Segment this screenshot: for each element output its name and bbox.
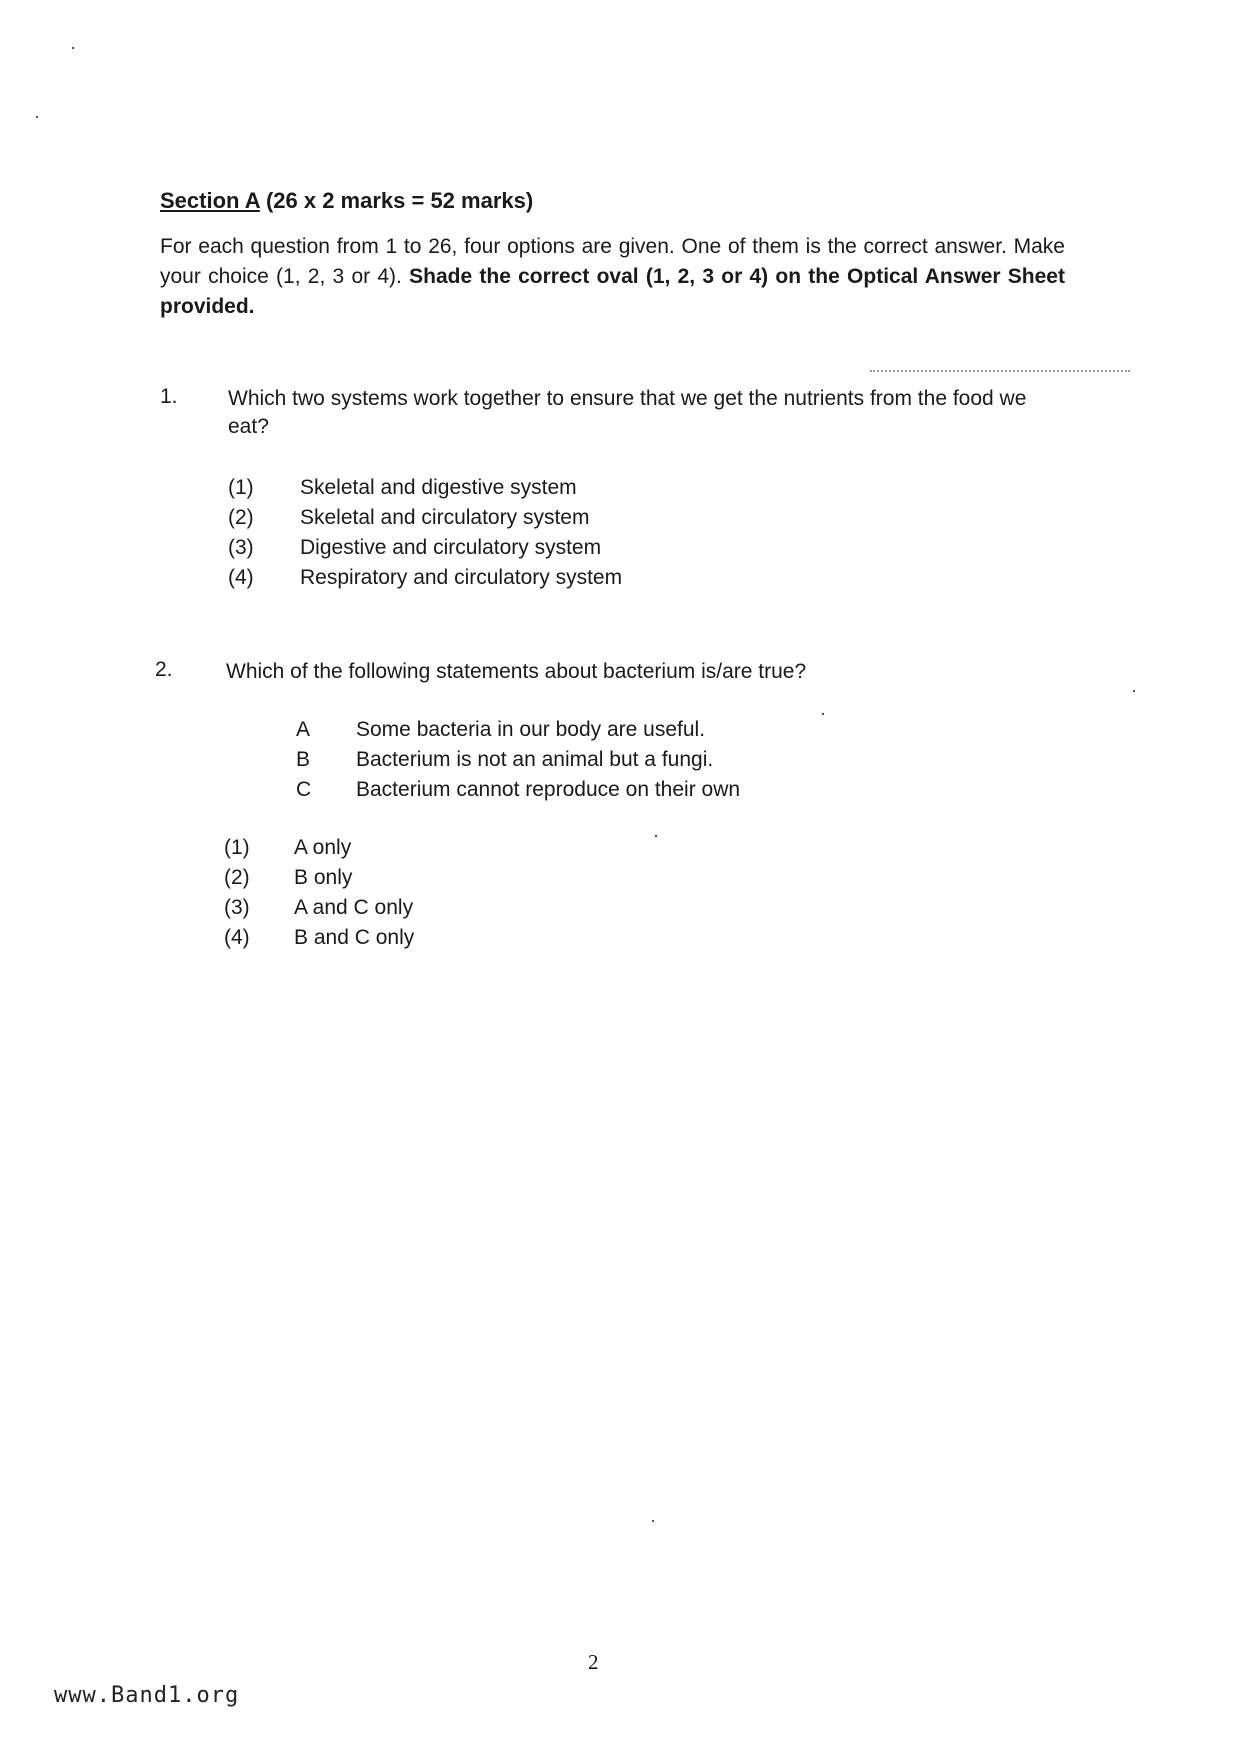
statement-letter: B xyxy=(296,748,311,771)
option-number: (2) xyxy=(224,866,250,889)
option-text: A and C only xyxy=(294,896,414,919)
page-number: 2 xyxy=(588,1650,599,1674)
scan-speck xyxy=(652,1520,654,1522)
statement-letter: C xyxy=(296,778,312,801)
scan-dotted-mark xyxy=(870,370,1130,372)
instructions-text: For each question from 1 to 26, four options are given. One of them is the correct answer. Make your choice (1, 2, 3 or 4). xyxy=(160,235,1065,288)
option-number: (1) xyxy=(228,476,254,499)
question-number: 1. xyxy=(160,385,178,408)
option-number: (2) xyxy=(228,506,254,529)
scan-speck xyxy=(822,713,824,715)
option-number: (4) xyxy=(224,926,250,949)
section-marks: (26 x 2 marks = 52 marks) xyxy=(259,188,534,213)
option-number: (4) xyxy=(228,566,254,589)
instructions-bold-text: Shade the correct oval (1, 2, 3 or 4) on the Optical Answer Sheet provided. xyxy=(160,265,1065,318)
scan-speck xyxy=(1133,690,1135,692)
section-name: Section A xyxy=(160,188,260,213)
question-text: Which of the following statements about bacterium is/are true? xyxy=(226,660,807,683)
option-text: B and C only xyxy=(294,926,415,949)
option-text: Skeletal and digestive system xyxy=(300,476,577,499)
option-text: Respiratory and circulatory system xyxy=(300,566,623,589)
instructions xyxy=(160,232,1065,322)
scan-speck xyxy=(36,116,38,118)
option-number: (3) xyxy=(228,536,254,559)
section-heading xyxy=(160,188,533,214)
option-number: (1) xyxy=(224,836,250,859)
option-text: A only xyxy=(294,836,352,859)
watermark: www.Band1.org xyxy=(54,1683,240,1708)
statement-text: Bacterium is not an animal but a fungi. xyxy=(356,748,714,771)
statement-text: Some bacteria in our body are useful. xyxy=(356,718,706,741)
question-number: 2. xyxy=(155,658,173,681)
option-text: Digestive and circulatory system xyxy=(300,536,602,559)
scan-speck xyxy=(72,47,74,49)
statement-letter: A xyxy=(296,718,311,741)
question-text: Which two systems work together to ensure that we get the nutrients from the food we eat? xyxy=(228,387,1027,438)
option-text: Skeletal and circulatory system xyxy=(300,506,590,529)
statement-text: Bacterium cannot reproduce on their own xyxy=(356,778,741,801)
option-text: B only xyxy=(294,866,353,889)
scan-speck xyxy=(655,835,657,837)
option-number: (3) xyxy=(224,896,250,919)
